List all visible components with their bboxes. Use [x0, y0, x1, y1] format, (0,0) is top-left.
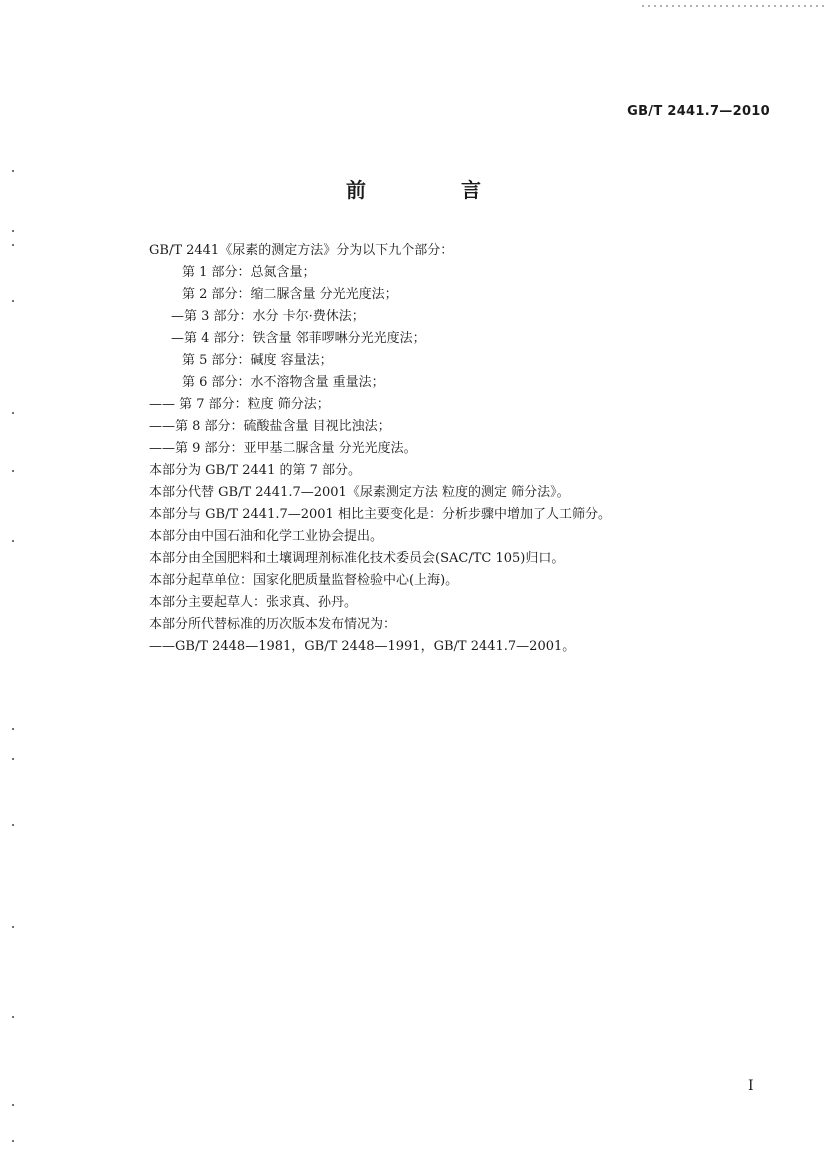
text-line-part-9: ——第 9 部分：亚甲基二脲含量 分光光度法。: [149, 441, 417, 456]
text-line-replaces: 本部分代替 GB/T 2441.7—2001《尿素测定方法 粒度的测定 筛分法》。: [149, 485, 570, 500]
text-line-part-3: —第 3 部分：水分 卡尔·费休法；: [171, 309, 365, 324]
text-line-drafting-unit: 本部分起草单位：国家化肥质量监督检验中心(上海)。: [149, 573, 459, 588]
scan-mark: [12, 824, 14, 826]
text-line-parts-intro: GB/T 2441《尿素的测定方法》分为以下九个部分：: [149, 243, 454, 258]
scan-mark: [12, 1104, 14, 1106]
document-code: GB/T 2441.7—2010: [627, 104, 770, 119]
text-line-part-6: 第 6 部分：水不溶物含量 重量法；: [182, 375, 385, 390]
text-line-part-5: 第 5 部分：碱度 容量法；: [182, 353, 333, 368]
text-line-part-8: ——第 8 部分：硫酸盐含量 目视比浊法；: [149, 419, 391, 434]
scan-mark: [12, 540, 14, 542]
page-title: 前 言: [346, 178, 525, 202]
text-line-this-part: 本部分为 GB/T 2441 的第 7 部分。: [149, 463, 362, 478]
scan-mark: [12, 758, 14, 760]
text-line-history-versions: ——GB/T 2448—1981，GB/T 2448—1991，GB/T 2441.7—2001。: [149, 639, 576, 654]
text-line-centralized-by: 本部分由全国肥料和土壤调理剂标准化技术委员会(SAC/TC 105)归口。: [149, 551, 565, 566]
text-line-part-4: —第 4 部分：铁含量 邻菲啰啉分光光度法；: [171, 331, 426, 346]
scan-mark: [12, 300, 14, 302]
scan-mark: [12, 230, 14, 232]
page-number: I: [748, 1078, 754, 1094]
text-line-history-intro: 本部分所代替标准的历次版本发布情况为：: [149, 617, 397, 632]
scan-mark: [12, 244, 14, 246]
text-line-part-7: —— 第 7 部分：粒度 筛分法；: [149, 397, 330, 412]
scan-border-dots: [640, 2, 825, 10]
scan-mark: [12, 1016, 14, 1018]
text-line-drafters: 本部分主要起草人：张求真、孙丹。: [149, 595, 358, 610]
text-line-part-2: 第 2 部分：缩二脲含量 分光光度法；: [182, 287, 398, 302]
text-line-proposed-by: 本部分由中国石油和化学工业协会提出。: [149, 529, 384, 544]
scan-mark: [12, 470, 14, 472]
scan-mark: [12, 728, 14, 730]
scan-mark: [12, 412, 14, 414]
text-line-part-1: 第 1 部分：总氮含量；: [182, 265, 316, 280]
text-line-changes: 本部分与 GB/T 2441.7—2001 相比主要变化是：分析步骤中增加了人工筛分。: [149, 507, 611, 522]
scan-mark: [12, 170, 14, 172]
scan-mark: [12, 926, 14, 928]
scan-mark: [12, 1140, 14, 1142]
